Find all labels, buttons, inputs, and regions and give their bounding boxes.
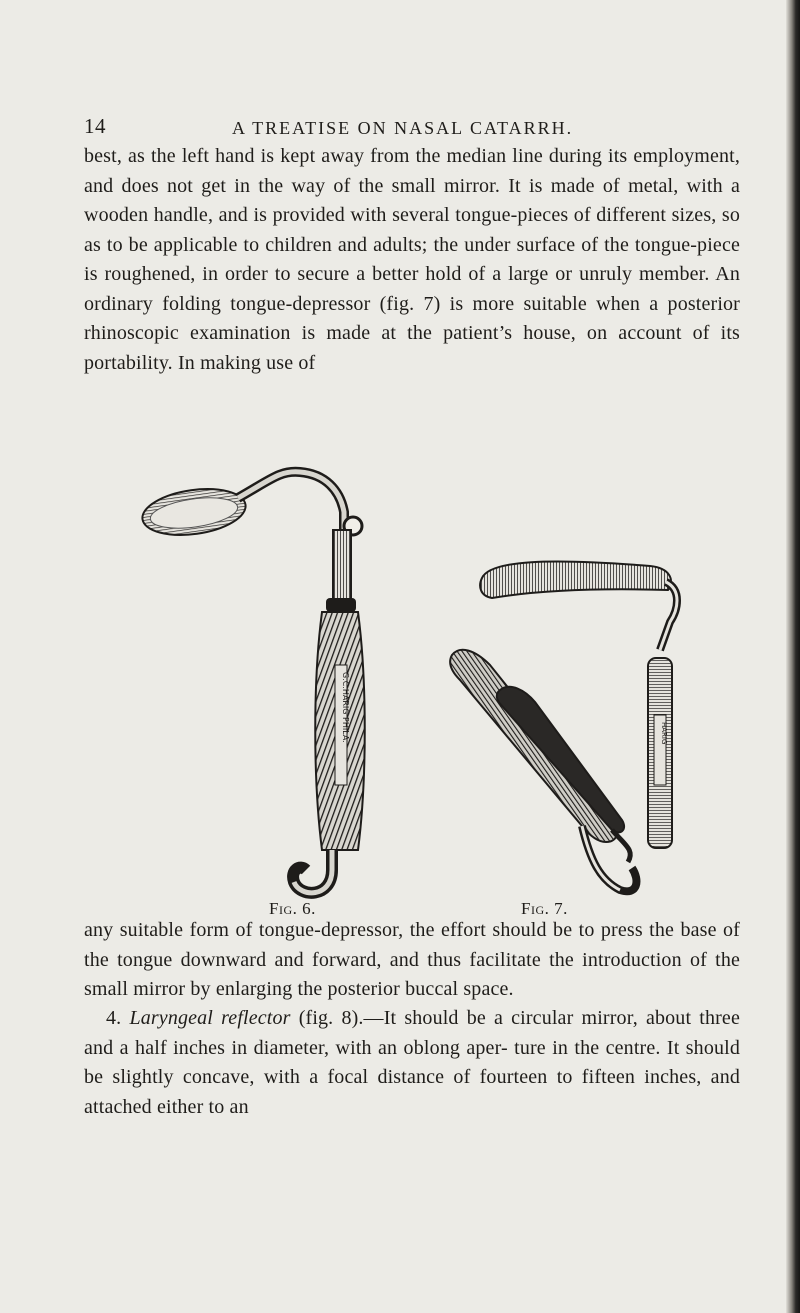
paragraph-2: any suitable form of tongue-depressor, the effort should be to press the base of the tongue downward and forward, and thus facilitate the introduction of the small mirror by enlarging the posterior buccal space. [84, 919, 740, 1000]
figure-illustrations [130, 450, 730, 920]
page-header [84, 114, 744, 144]
page-number: 14 [84, 114, 106, 138]
paragraph-3 [84, 1004, 740, 1122]
section-title: Laryngeal reflector [129, 1007, 291, 1029]
page-edge-shadow [786, 0, 800, 1313]
fig7-folding-tongue-depressor [450, 562, 677, 892]
section-body: (fig. 8).—It should be a circular mirror, about three and a half inches in diameter, with an oblong aper- ture in the centre. It should be slightly concave, with a focal distance of fourteen to fifteen inches, and attached either to an [84, 1007, 740, 1118]
running-head: A TREATISE ON NASAL CATARRH. [232, 118, 574, 138]
section-number: 4. [106, 1007, 122, 1029]
figure-7-caption: Fig. 7. [521, 899, 568, 918]
tongue-depressors-illustration [130, 450, 730, 920]
fig6-tongue-depressor [139, 472, 364, 893]
fig6-handle-stamp: G.C.HARIG PHILA. [341, 672, 350, 743]
paragraph-1: best, as the left hand is kept away from the median line during its employment, and does not get in the way of the small mirror. It is made of metal, with a wooden handle, and is provided with several tongue-pieces of different sizes, so as to be applicable to children and adults; the under surface of the tongue-piece is roughened, in order to secure a better hold of a large or unruly member. An ordinary folding tongue-depressor (fig. 7) is more suitable when a posterior rhinoscopic examination is made at the patient’s house, on account of its portability. In making use of [84, 145, 740, 374]
fig7-handle-stamp: HARIG [660, 722, 668, 745]
figure-6-caption: Fig. 6. [269, 899, 316, 918]
